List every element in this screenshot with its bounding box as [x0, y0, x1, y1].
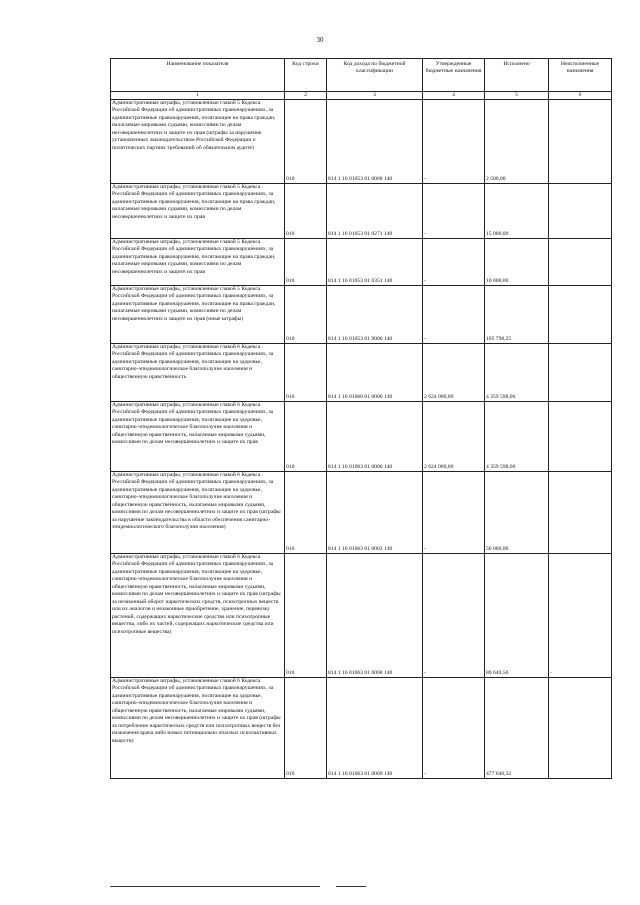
row-budget-code: 814 1 16 01053 01 0271 140 — [327, 184, 423, 239]
header-line-code: Код строки — [285, 59, 327, 92]
row-executed: 10 000,00 — [485, 239, 549, 286]
table-row — [111, 286, 612, 344]
header-approved: Утвержденные бюджетные назначения — [423, 59, 485, 92]
table-row — [111, 554, 612, 678]
row-line-code: 010 — [285, 472, 327, 554]
table-row — [111, 344, 612, 402]
row-budget-code: 814 1 16 01063 01 0000 140 — [327, 402, 423, 472]
table-row — [111, 239, 612, 286]
row-unexecuted — [549, 472, 612, 554]
table-row — [111, 402, 612, 472]
row-budget-code: 814 1 16 01063 01 0003 140 — [327, 472, 423, 554]
row-approved: - — [423, 678, 485, 779]
row-unexecuted — [549, 184, 612, 239]
column-number: 4 — [423, 92, 485, 100]
column-number: 1 — [111, 92, 285, 100]
row-budget-code: 814 1 16 01063 01 0009 140 — [327, 678, 423, 779]
table-row — [111, 100, 612, 184]
row-line-code: 010 — [285, 239, 327, 286]
footer-rule — [110, 886, 320, 887]
row-line-code: 010 — [285, 344, 327, 402]
row-approved: - — [423, 472, 485, 554]
row-executed: 4 359 598,06 — [485, 402, 549, 472]
header-indicator-name: Наименование показателя — [111, 59, 285, 92]
table-row — [111, 184, 612, 239]
row-line-code: 010 — [285, 286, 327, 344]
row-unexecuted — [549, 402, 612, 472]
row-line-code: 010 — [285, 184, 327, 239]
row-line-code: 010 — [285, 402, 327, 472]
row-name: Административные штрафы, установленные главой 5 Кодекса Российской Федерации об административных правонарушениях, за административные правонарушения, посягающие на права граждан, налагаемые мировыми судьями, комиссиями по делам несовершеннолетних и защите их прав (штрафы за нарушение установленных законодательством Российской Федерации о политических партиях требований об обязательном аудите) — [111, 100, 285, 184]
row-approved: - — [423, 239, 485, 286]
row-executed: 477 640,32 — [485, 678, 549, 779]
row-name: Административные штрафы, установленные главой 6 Кодекса Российской Федерации об административных правонарушениях, за административные правонарушения, посягающие на здоровье, санитарно-эпидемиологическое благополучие населения и общественную нравственность, налагаемые мировыми судьями, комиссиями по делам несовершеннолетних и защите их прав (штрафы за незаконный оборот наркотических средств, психотропных веществ или их аналогов и незаконные приобретение, хранение, перевозку растений, содержащих наркотические средства или психотропные вещества, либо их частей, содержащих наркотические средства или психотропные вещества) — [111, 554, 285, 678]
table-row — [111, 472, 612, 554]
row-budget-code: 814 1 16 01053 01 0351 140 — [327, 239, 423, 286]
column-number: 3 — [327, 92, 423, 100]
row-unexecuted — [549, 100, 612, 184]
row-line-code: 010 — [285, 100, 327, 184]
table-header-row — [111, 59, 612, 92]
row-name: Административные штрафы, установленные главой 5 Кодекса Российской Федерации об административных правонарушениях, за административные правонарушения, посягающие на права граждан, налагаемые мировыми судьями, комиссиями по делам несовершеннолетних и защите их прав — [111, 184, 285, 239]
row-unexecuted: - — [549, 554, 612, 678]
row-executed: 105 798,25 — [485, 286, 549, 344]
row-name: Административные штрафы, установленные главой 6 Кодекса Российской Федерации об административных правонарушениях, за административные правонарушения, посягающие на здоровье, санитарно-эпидемиологическое благополучие населения и общественную нравственность, налагаемые мировыми судьями, комиссиями по делам несовершеннолетних и защите их прав (штрафы за потребление наркотических средств или психотропных веществ без назначения врача либо новых потенциально опасных психоактивных веществ) — [111, 678, 285, 779]
row-unexecuted — [549, 239, 612, 286]
row-budget-code: 814 1 16 01053 01 0068 140 — [327, 100, 423, 184]
column-number-row — [111, 92, 612, 100]
row-name: Административные штрафы, установленные главой 6 Кодекса Российской Федерации об административных правонарушениях, за административные правонарушения, посягающие на здоровье, санитарно-эпидемиологическое благополучие населения и общественную нравственность — [111, 344, 285, 402]
row-executed: 50 000,00 — [485, 472, 549, 554]
page-number: 30 — [316, 36, 324, 44]
table-row — [111, 678, 612, 779]
row-approved: - — [423, 286, 485, 344]
row-executed: 80 640,56 — [485, 554, 549, 678]
row-name: Административные штрафы, установленные главой 5 Кодекса Российской Федерации об административных правонарушениях, за административные правонарушения, посягающие на права граждан, налагаемые мировыми судьями, комиссиями по делам несовершеннолетних и защите их прав (иные штрафы) — [111, 286, 285, 344]
row-budget-code: 814 1 16 01063 01 0008 140 — [327, 554, 423, 678]
column-number: 5 — [485, 92, 549, 100]
row-name: Административные штрафы, установленные главой 6 Кодекса Российской Федерации об административных правонарушениях, за административные правонарушения, посягающие на здоровье, санитарно-эпидемиологическое благополучие населения и общественную нравственность, налагаемые мировыми судьями, комиссиями по делам несовершеннолетних и защите их прав (штрафы за нарушение законодательства в области обеспечения санитарно-эпидемиологического благополучия населения) — [111, 472, 285, 554]
row-approved: 2 624 000,00 — [423, 402, 485, 472]
column-number: 6 — [549, 92, 612, 100]
row-unexecuted — [549, 344, 612, 402]
header-budget-code: Код дохода по бюджетной классификации — [327, 59, 423, 92]
row-line-code: 010 — [285, 554, 327, 678]
budget-revenue-table — [110, 58, 612, 779]
row-approved: - — [423, 184, 485, 239]
row-name: Административные штрафы, установленные главой 6 Кодекса Российской Федерации об административных правонарушениях, за административные правонарушения, посягающие на здоровье, санитарно-эпидемиологическое благополучие населения и общественную нравственность, налагаемые мировыми судьями, комиссиями по делам несовершеннолетних и защите их прав — [111, 402, 285, 472]
row-approved: - — [423, 100, 485, 184]
row-approved: 2 624 000,00 — [423, 344, 485, 402]
header-unexecuted: Неисполненные назначения — [549, 59, 612, 92]
header-executed: Исполнено — [485, 59, 549, 92]
row-executed: 4 359 598,06 — [485, 344, 549, 402]
footer-rule-short — [336, 886, 366, 887]
row-unexecuted — [549, 286, 612, 344]
column-number: 2 — [285, 92, 327, 100]
row-line-code: 010 — [285, 678, 327, 779]
row-budget-code: 814 1 16 01060 01 0000 140 — [327, 344, 423, 402]
row-budget-code: 814 1 16 01053 01 9000 140 — [327, 286, 423, 344]
row-executed: 2 500,00 — [485, 100, 549, 184]
row-unexecuted — [549, 678, 612, 779]
row-approved: - — [423, 554, 485, 678]
row-executed: 15 000,00 — [485, 184, 549, 239]
row-name: Административные штрафы, установленные главой 5 Кодекса Российской Федерации об административных правонарушениях, за административные правонарушения, посягающие на права граждан, налагаемые мировыми судьями, комиссиями по делам несовершеннолетних и защите их прав — [111, 239, 285, 286]
